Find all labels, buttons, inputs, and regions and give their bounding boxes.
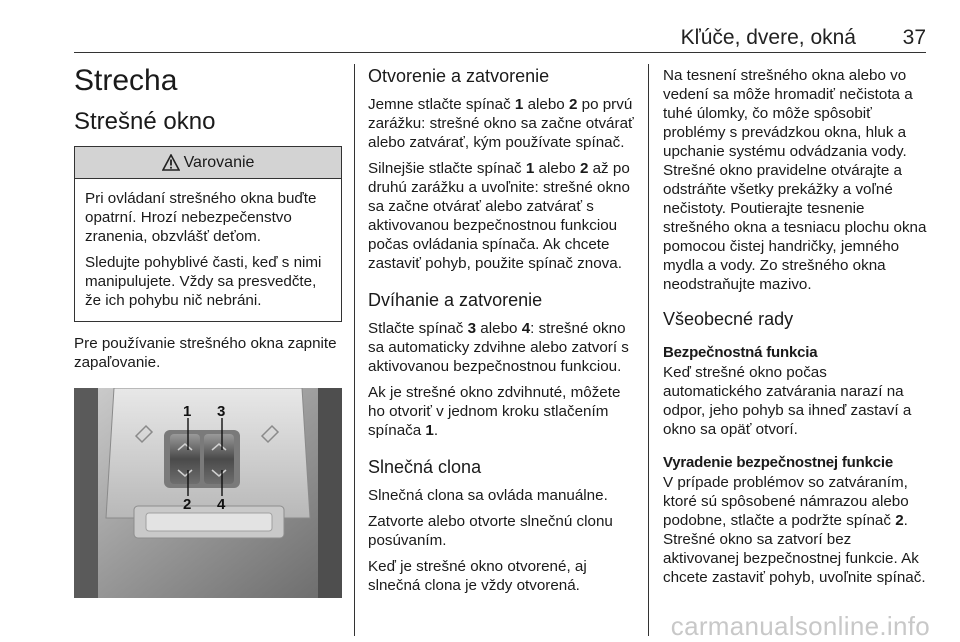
column-1 bbox=[74, 60, 342, 598]
switch-ref: 2 bbox=[579, 160, 589, 177]
switch-ref: 1 bbox=[514, 96, 524, 113]
heading-general-advice: Všeobecné rady bbox=[663, 309, 794, 329]
tilt-paragraph-2 bbox=[368, 383, 634, 440]
text-run: Jemne stlačte spínač bbox=[368, 96, 515, 113]
roof-console-illustration bbox=[74, 388, 342, 598]
text-run: alebo bbox=[476, 320, 522, 337]
column-divider-1 bbox=[354, 64, 355, 636]
figure-label-2: 2 bbox=[183, 496, 192, 513]
switch-ref: 2 bbox=[895, 512, 904, 529]
intro-text: Pre používanie strešného okna zapnite zapaľovanie. bbox=[74, 335, 337, 371]
text-run: po prvú zarážku: strešné okno sa začne otvárať alebo zatvárať, kým používate spínač. bbox=[368, 96, 634, 151]
subsection-title: Strešné okno bbox=[74, 108, 216, 135]
page-header bbox=[74, 22, 926, 53]
open-paragraph-1 bbox=[368, 95, 634, 152]
warning-body bbox=[75, 179, 341, 321]
page-number: 37 bbox=[902, 26, 926, 49]
column-2 bbox=[368, 60, 634, 602]
override-paragraph bbox=[663, 473, 929, 587]
text-run: . Strešné okno sa zatvorí bez aktivovanej bezpečnostnej funkcie. Ak chcete zastaviť pohyb, uvoľnite spínač. bbox=[663, 512, 926, 586]
heading-tilt: Dvíhanie a zatvorenie bbox=[368, 290, 543, 310]
roof-switch-photo bbox=[74, 388, 342, 598]
section-title: Strecha bbox=[74, 64, 178, 97]
text-run: Ak je strešné okno zdvihnuté, môžete ho otvoriť v jednom kroku stlačením spínača bbox=[368, 384, 621, 439]
shade-paragraph-1: Slnečná clona sa ovláda manuálne. bbox=[368, 487, 608, 504]
header-title: Kľúče, dvere, okná bbox=[680, 26, 856, 49]
shade-paragraph-3: Keď je strešné okno otvorené, aj slnečná clona je vždy otvorená. bbox=[368, 558, 587, 594]
figure-label-4: 4 bbox=[217, 496, 226, 513]
heading-open-close: Otvorenie a zatvorenie bbox=[368, 66, 550, 86]
warning-triangle-icon bbox=[162, 154, 180, 171]
column-divider-2 bbox=[648, 64, 649, 636]
switch-ref: 1 bbox=[425, 422, 434, 439]
shade-paragraph-2: Zatvorte alebo otvorte slnečnú clonu posúvaním. bbox=[368, 513, 613, 549]
open-paragraph-2 bbox=[368, 159, 634, 273]
text-run: : strešné okno sa automaticky zdvihne alebo zatvorí s aktivovanou bezpečnostnou funkciou. bbox=[368, 320, 629, 375]
figure-label-3: 3 bbox=[217, 403, 226, 420]
warning-text-1: Pri ovládaní strešného okna buďte opatrní. Hrozí nebezpečenstvo zranenia, obzvlášť deťom. bbox=[85, 190, 317, 245]
text-run: alebo bbox=[534, 160, 580, 177]
column-3 bbox=[663, 60, 929, 594]
figure-label-1: 1 bbox=[183, 403, 192, 420]
warning-box bbox=[74, 146, 342, 322]
text-run: V prípade problémov so zatváraním, ktoré sú spôsobené námrazou alebo podobne, stlačte a podržte spínač bbox=[663, 474, 909, 529]
heading-override-safety: Vyradenie bezpečnostnej funkcie bbox=[663, 454, 893, 471]
safety-paragraph: Keď strešné okno počas automatického zatvárania narazí na odpor, jeho pohyb sa ihneď zastaví a okno sa opäť otvorí. bbox=[663, 364, 912, 438]
text-run: . bbox=[433, 422, 439, 439]
heading-safety-function: Bezpečnostná funkcia bbox=[663, 344, 818, 361]
warning-header bbox=[75, 147, 341, 179]
switch-ref: 1 bbox=[525, 160, 535, 177]
warning-title: Varovanie bbox=[183, 153, 255, 171]
switch-ref: 3 bbox=[467, 320, 477, 337]
maintenance-paragraph: Na tesnení strešného okna alebo vo vedení sa môže hromadiť nečistota a tuhé úlomky, čo môže spôsobiť problémy s prevádzkou okna, hluk a upchanie systému odvádzania vody. Strešné okno pravidelne otvárajte a odstráňte všetky prekážky a voľné nečistoty. Poutierajte tesnenie strešného okna a tesniacu plochu okna pomocou čistej handričky, jemného mydla a vody. Zo strešného okna neodstraňujte mazivo. bbox=[663, 67, 927, 293]
text-run: až po druhú zarážku a uvoľnite: strešné okno sa začne otvárať alebo zatvárať s aktivovanou bezpečnostnou funkciou počas ovládania spínača. Ak chcete zastaviť pohyb, použite spínač znova. bbox=[368, 160, 630, 272]
switch-ref: 4 bbox=[521, 320, 531, 337]
heading-sunshade: Slnečná clona bbox=[368, 457, 482, 477]
switch-ref: 2 bbox=[568, 96, 578, 113]
text-run: alebo bbox=[523, 96, 569, 113]
tilt-paragraph-1 bbox=[368, 319, 634, 376]
text-run: Silnejšie stlačte spínač bbox=[368, 160, 526, 177]
warning-text-2: Sledujte pohyblivé časti, keď s nimi manipulujete. Vždy sa presvedčte, že ich pohybu nič nebráni. bbox=[85, 254, 322, 309]
watermark: carmanualsonline.info bbox=[670, 611, 930, 641]
text-run: Stlačte spínač bbox=[368, 320, 468, 337]
